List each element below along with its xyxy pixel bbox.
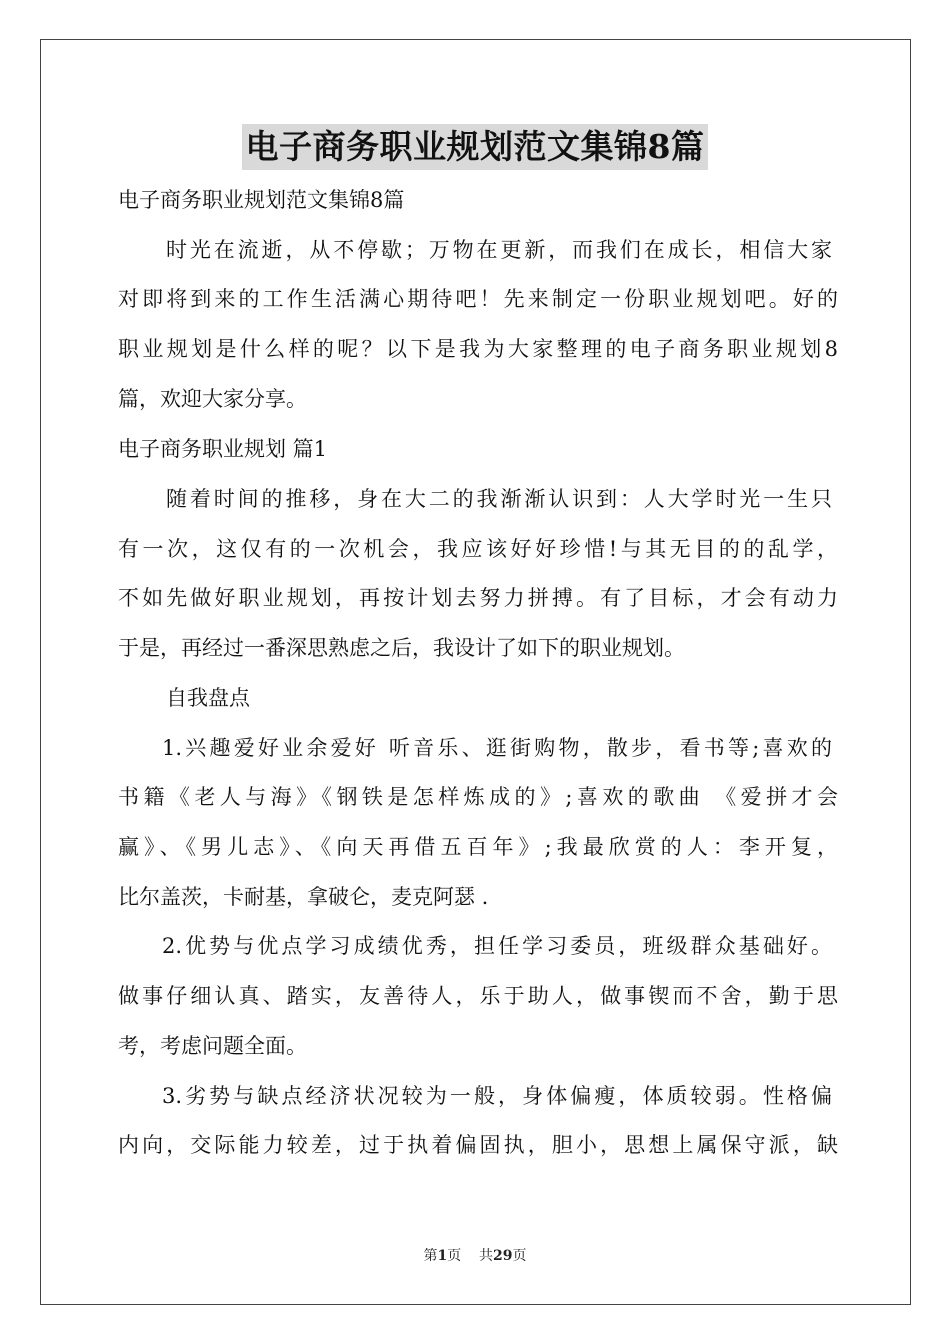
list-item-line: 内向，交际能力较差，过于执着偏固执，胆小，思想上属保守派，缺 bbox=[118, 1133, 838, 1157]
section-paragraph-line: 不如先做好职业规划，再按计划去努力拼搏。有了目标，才会有动力 bbox=[118, 586, 838, 610]
section-paragraph-line: 有一次，这仅有的一次机会，我应该好好珍惜!与其无目的的乱学， bbox=[118, 537, 838, 561]
section-paragraph-line: 于是，再经过一番深思熟虑之后，我设计了如下的职业规划。 bbox=[118, 636, 685, 660]
list-item-line: 考，考虑问题全面。 bbox=[118, 1034, 307, 1058]
page-footer bbox=[0, 1246, 950, 1266]
intro-paragraph-line: 篇，欢迎大家分享。 bbox=[118, 387, 307, 411]
subtitle-line: 电子商务职业规划范文集锦8篇 bbox=[118, 188, 405, 212]
footer-page-prefix: 第 bbox=[423, 1248, 438, 1264]
footer-total-pages: 29 bbox=[493, 1248, 513, 1264]
footer-page-unit: 页 bbox=[447, 1248, 462, 1264]
document-title: 电子商务职业规划范文集锦8篇 bbox=[242, 124, 709, 170]
footer-total-unit: 页 bbox=[512, 1248, 527, 1264]
list-item-line: 比尔盖茨，卡耐基，拿破仑，麦克阿瑟 . bbox=[118, 885, 489, 909]
subsection-heading: 自我盘点 bbox=[166, 686, 250, 710]
footer-page-number: 1 bbox=[437, 1248, 448, 1264]
intro-paragraph-line: 对即将到来的工作生活满心期待吧！先来制定一份职业规划吧。好的 bbox=[118, 287, 838, 311]
intro-paragraph-line: 职业规划是什么样的呢？以下是我为大家整理的电子商务职业规划8 bbox=[118, 337, 838, 361]
intro-paragraph-line: 时光在流逝，从不停歇；万物在更新，而我们在成长，相信大家 bbox=[166, 238, 832, 262]
list-item-line: 3.劣势与缺点经济状况较为一般，身体偏瘦，体质较弱。性格偏 bbox=[162, 1084, 832, 1108]
list-item-line: 2.优势与优点学习成绩优秀，担任学习委员，班级群众基础好。 bbox=[162, 934, 832, 958]
page-border bbox=[40, 39, 911, 1305]
footer-total-prefix: 共 bbox=[479, 1248, 494, 1264]
list-item-line: 赢》、《男儿志》、《向天再借五百年》;我最欣赏的人：李开复， bbox=[118, 835, 838, 859]
list-item-line: 1.兴趣爱好业余爱好 听音乐、逛街购物，散步，看书等;喜欢的 bbox=[162, 736, 832, 760]
list-item-line: 做事仔细认真、踏实，友善待人，乐于助人，做事锲而不舍，勤于思 bbox=[118, 984, 838, 1008]
section-heading: 电子商务职业规划 篇1 bbox=[118, 437, 328, 461]
list-item-line: 书籍《老人与海》《钢铁是怎样炼成的》;喜欢的歌曲 《爱拼才会 bbox=[118, 785, 838, 809]
section-paragraph-line: 随着时间的推移，身在大二的我渐渐认识到：人大学时光一生只 bbox=[166, 487, 832, 511]
title-block bbox=[0, 124, 950, 170]
